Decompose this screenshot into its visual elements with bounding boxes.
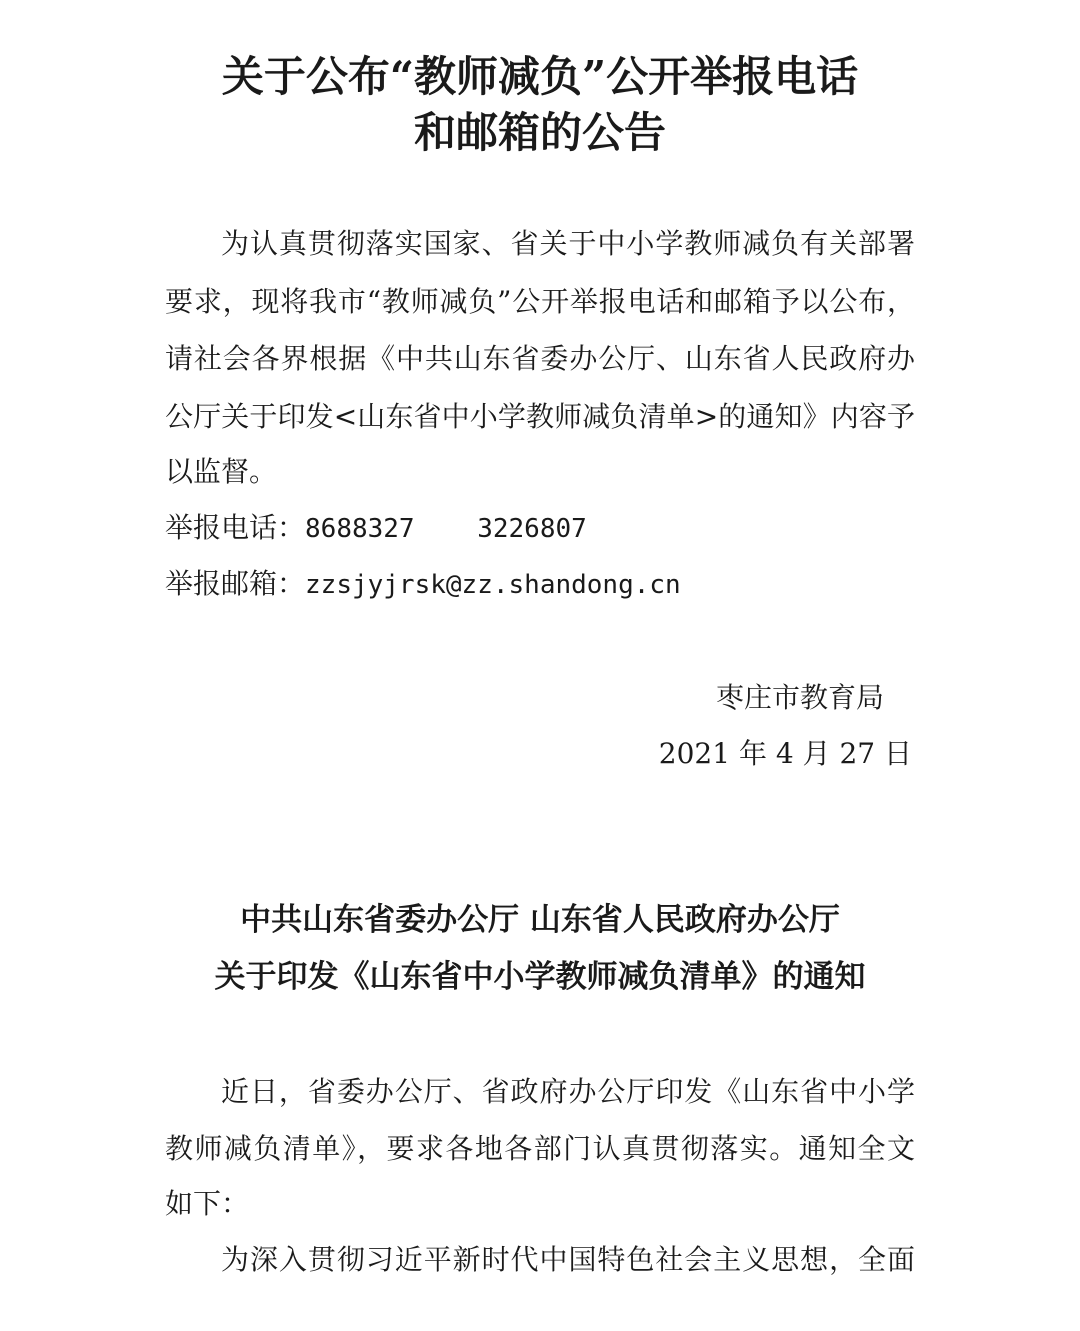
issuer-name: 枣庄市教育局 [715,681,884,714]
circular-paragraph-line-2: 教师减负清单》，要求各地各部门认真贯彻落实。通知全文 [165,1132,915,1165]
report-email-line [165,567,681,600]
report-phone-numbers: 8688327 3226807 [305,514,587,544]
notice-paragraph-line-5: 以监督。 [165,455,278,488]
circular-paragraph-line-3: 如下： [165,1187,250,1220]
report-email-address: zzsjyjrsk@zz.shandong.cn [305,570,681,600]
report-phone-label: 举报电话： [165,511,306,544]
notice-paragraph-line-1: 为认真贯彻落实国家、省关于中小学教师减负有关部署 [221,227,915,260]
report-email-label: 举报邮箱： [165,567,306,600]
issue-date: 2021 年 4 月 27 日 [658,737,912,770]
notice-paragraph-line-4: 公厅关于印发<山东省中小学教师减负清单>的通知》内容予 [165,400,915,433]
circular-paragraph-line-1: 近日，省委办公厅、省政府办公厅印发《山东省中小学 [221,1075,915,1108]
notice-paragraph-line-2: 要求，现将我市“教师减负”公开举报电话和邮箱予以公布， [165,285,915,318]
notice-title-line-2: 和邮箱的公告 [413,108,666,157]
circular-paragraph-2-line-1: 为深入贯彻习近平新时代中国特色社会主义思想，全面 [221,1243,915,1276]
notice-title-line-1: 关于公布“教师减负”公开举报电话 [221,52,859,101]
circular-title-line-1: 中共山东省委办公厅 山东省人民政府办公厅 [240,902,840,938]
report-phone-line [165,511,587,544]
circular-title-line-2: 关于印发《山东省中小学教师减负清单》的通知 [214,959,866,995]
notice-paragraph-line-3: 请社会各界根据《中共山东省委办公厅、山东省人民政府办 [165,342,915,375]
